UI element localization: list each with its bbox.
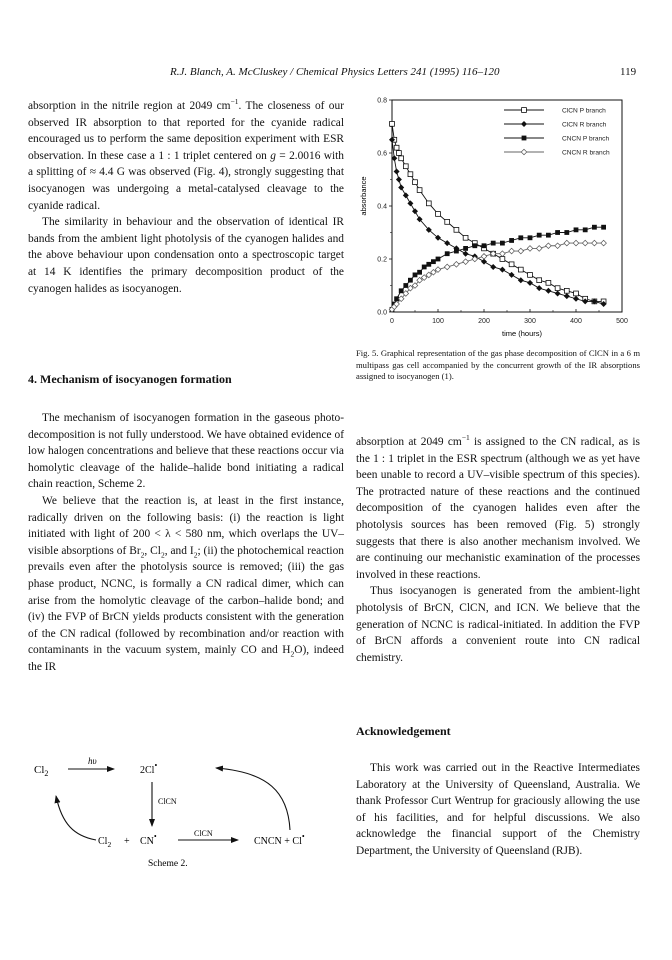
hv-label: hυ [88, 756, 97, 766]
data-point [555, 230, 560, 235]
data-point [546, 233, 551, 238]
y-tick-label: 0.6 [377, 150, 387, 158]
data-point [431, 269, 437, 275]
data-point [490, 264, 496, 270]
data-point [574, 227, 579, 232]
data-point [518, 235, 523, 240]
legend-marker [522, 108, 527, 113]
data-point [422, 265, 427, 270]
two-cl-radicals: 2Cl• [140, 761, 158, 776]
section-heading: 4. Mechanism of isocyanogen formation [28, 372, 232, 386]
data-point [527, 246, 533, 252]
paragraph: The similarity in behaviour and the observation of identical IR bands from the ambient light photolysis of the cyanogen halides and the above behaviour upon condensation onto a spectroscopic target at 14 K identifies the primary decomposition product of the cyanogen halides as isocyanogen. [28, 216, 344, 295]
data-point [399, 288, 404, 293]
data-point [500, 257, 505, 262]
legend-label: CNCN P branch [562, 135, 610, 143]
data-point [398, 184, 404, 190]
data-point [399, 156, 404, 161]
data-point [421, 275, 427, 281]
acknowledgement-heading: Acknowledgement [356, 724, 451, 738]
data-point [601, 225, 606, 230]
data-point [583, 227, 588, 232]
data-point [528, 273, 533, 278]
data-point [403, 283, 408, 288]
y-tick-label: 0.0 [377, 309, 387, 317]
data-point [564, 230, 569, 235]
data-point [396, 177, 402, 183]
data-point [454, 227, 459, 232]
paragraph: absorption at 2049 $cm^{-1}$ is assigned to the CN radical, as is the 1 : 1 triplet in the ESR spectrum (although we as yet have been unable to record a UV–visible spectrum of this species). The protracted nature of these reactions and the continued decomposition of the cyanogen halides even after the photolysis sources has been removed (Fig. 5) strongly suggests that there is also another mechanism involved. We are continuing our mechanistic examination of the processes involved in these reactions. [356, 433, 640, 581]
cn-radical: CN• [140, 832, 157, 847]
data-point [390, 121, 395, 126]
data-point [574, 291, 579, 296]
data-point [463, 246, 468, 251]
cl2-product: $Cl_2$ [98, 836, 112, 849]
data-point [394, 145, 399, 150]
data-point [403, 164, 408, 169]
data-point [417, 188, 422, 193]
figure-caption: Fig. 5. Graphical representation of the gas phase decomposition of ClCN in a 6 m multipass gas cell accompanied by the concurrent growth of the IR absorptions assigned to isocyanogen (1). [356, 348, 640, 381]
data-point [394, 169, 400, 175]
left-column-bottom [28, 410, 344, 676]
data-point [426, 201, 431, 206]
data-point [397, 151, 402, 156]
data-point [407, 200, 413, 206]
data-point [444, 264, 450, 270]
data-point [426, 272, 432, 278]
data-point [463, 259, 469, 265]
clcn-down-label: ClCN [158, 797, 177, 806]
data-point [518, 248, 524, 254]
x-tick-label: 300 [524, 318, 536, 325]
data-point [454, 262, 460, 268]
left-column-top [28, 98, 344, 297]
data-point [444, 240, 450, 246]
data-point [555, 286, 560, 291]
data-point [417, 270, 422, 275]
data-point [592, 240, 598, 246]
right-column [356, 434, 640, 666]
legend-label: ClCN P branch [562, 107, 606, 115]
data-point [537, 278, 542, 283]
data-point [555, 290, 561, 296]
plus-sign: + [124, 836, 130, 847]
data-point [573, 240, 579, 246]
data-point [592, 225, 597, 230]
data-point [491, 241, 496, 246]
data-point [601, 240, 607, 246]
data-point [527, 280, 533, 286]
data-point [564, 293, 570, 299]
data-point [408, 172, 413, 177]
data-point [472, 243, 477, 248]
data-point [564, 240, 570, 246]
y-tick-label: 0.4 [377, 203, 387, 211]
data-point [528, 235, 533, 240]
x-tick-label: 100 [432, 318, 444, 325]
acknowledgement-text: This work was carried out in the Reactive Intermediates Laboratory at the University of Queensland, Australia. We thank Professor Curt Wentrup for graciously allowing the use of his facilities, and for helpful discussions. We also acknowledge the financial support of the Chemistry Department, the University of Queensland (RJB). [356, 762, 640, 857]
x-tick-label: 400 [570, 318, 582, 325]
data-point [436, 212, 441, 217]
data-point [500, 241, 505, 246]
cycle-arrow-right [216, 768, 290, 830]
y-tick-label: 0.2 [377, 256, 387, 264]
scheme-2 [28, 752, 344, 872]
data-point [564, 288, 569, 293]
data-point [546, 280, 551, 285]
legend-label: CNCN R branch [562, 149, 610, 157]
y-tick-label: 0.8 [377, 97, 387, 105]
legend-marker [521, 149, 527, 155]
data-point [481, 254, 487, 260]
data-point [436, 257, 441, 262]
scheme-label: Scheme 2. [148, 859, 188, 869]
data-point [509, 272, 515, 278]
series-cncn-p-branch [390, 136, 606, 312]
data-point [463, 235, 468, 240]
data-point [573, 296, 579, 302]
cncn-product: CNCN + Cl• [254, 832, 305, 847]
data-point [463, 251, 469, 257]
x-tick-label: 500 [616, 318, 628, 325]
legend-marker [522, 136, 527, 141]
data-point [413, 180, 418, 185]
paragraph: absorption in the nitrile region at 2049 $cm^{-1}$. The closeness of our observed IR absorption to that reported for the cyanide radical encouraged us to perform the same deposition experiment with ESR observation. In these case a 1 : 1 triplet centered on g = 2.0016 with a splitting of ≈ 4.4 G was observed (Fig. 4), strongly suggesting that isocyanogen was undergoing a metal-catalysed cleavage to the cyanide radical. [28, 97, 344, 212]
data-point [413, 273, 418, 278]
x-axis-label: time (hours) [501, 329, 543, 338]
data-point [582, 240, 588, 246]
data-point [537, 233, 542, 238]
legend-marker [521, 121, 527, 127]
data-point [518, 267, 523, 272]
data-point [509, 248, 515, 254]
data-point [536, 246, 542, 252]
citation: R.J. Blanch, A. McCluskey / Chemical Physics Letters 241 (1995) 116–120 [170, 66, 500, 78]
clcn-arrow-label: ClCN [194, 829, 213, 838]
data-point [431, 259, 436, 264]
y-axis-label: absorbance [359, 176, 368, 216]
paragraph: We believe that the reaction is, at least in the first instance, radically driven on the following basis: (i) the reaction is light initiated with light of 200 < λ < 580 nm, which overlaps the UV–visible absorptions of $Br_2$, $Cl_2$, and $I_2$; (ii) the photochemical reaction prevails even after the photolysis source is removed; (iii) the gas phase product, NCNC, is formally a CN radical dimer, which can arise from the homolytic cleavage of the carbon–halide bond; and (iv) the FVP of BrCN yields products consistent with the generation of the CN radical (followed by recombination and/or reaction with contaminants in the vacuum system, mainly CO and $H_2O$), indeed the IR [28, 494, 344, 673]
paragraph: The mechanism of isocyanogen formation in the gaseous photo-decomposition is not fully understood. We have obtained evidence of low halogen concentrations and believe that these reactions occur via homolytic cleavage of the halide–halide bond initiating a radical chain reaction, Scheme 2. [28, 412, 344, 491]
figure-5-chart [350, 90, 640, 346]
data-point [454, 249, 459, 254]
page-number: 119 [620, 66, 637, 78]
legend-label: ClCN R branch [562, 121, 607, 129]
data-point [426, 262, 431, 267]
data-point [518, 277, 524, 283]
data-point [403, 192, 409, 198]
reactant-cl2: $Cl_2$ [34, 764, 49, 778]
data-point [500, 251, 506, 257]
data-point [412, 208, 418, 214]
data-point [555, 243, 561, 249]
data-point [545, 288, 551, 294]
data-point [408, 278, 413, 283]
data-point [499, 267, 505, 273]
data-point [445, 251, 450, 256]
data-point [546, 243, 552, 249]
paragraph: Thus isocyanogen is generated from the ambient-light photolysis of BrCN, ClCN, and ICN. We believe that the generation of NCNC is radical-initiated. In addition the FVP of BrCN affords a convenient route into CN radical chemistry. [356, 585, 640, 664]
data-point [536, 285, 542, 291]
data-point [482, 243, 487, 248]
cycle-arrow-left [56, 796, 96, 840]
data-point [509, 262, 514, 267]
data-point [435, 267, 441, 273]
data-point [445, 220, 450, 225]
x-tick-label: 200 [478, 318, 490, 325]
data-point [509, 238, 514, 243]
x-tick-label: 0 [390, 318, 394, 325]
